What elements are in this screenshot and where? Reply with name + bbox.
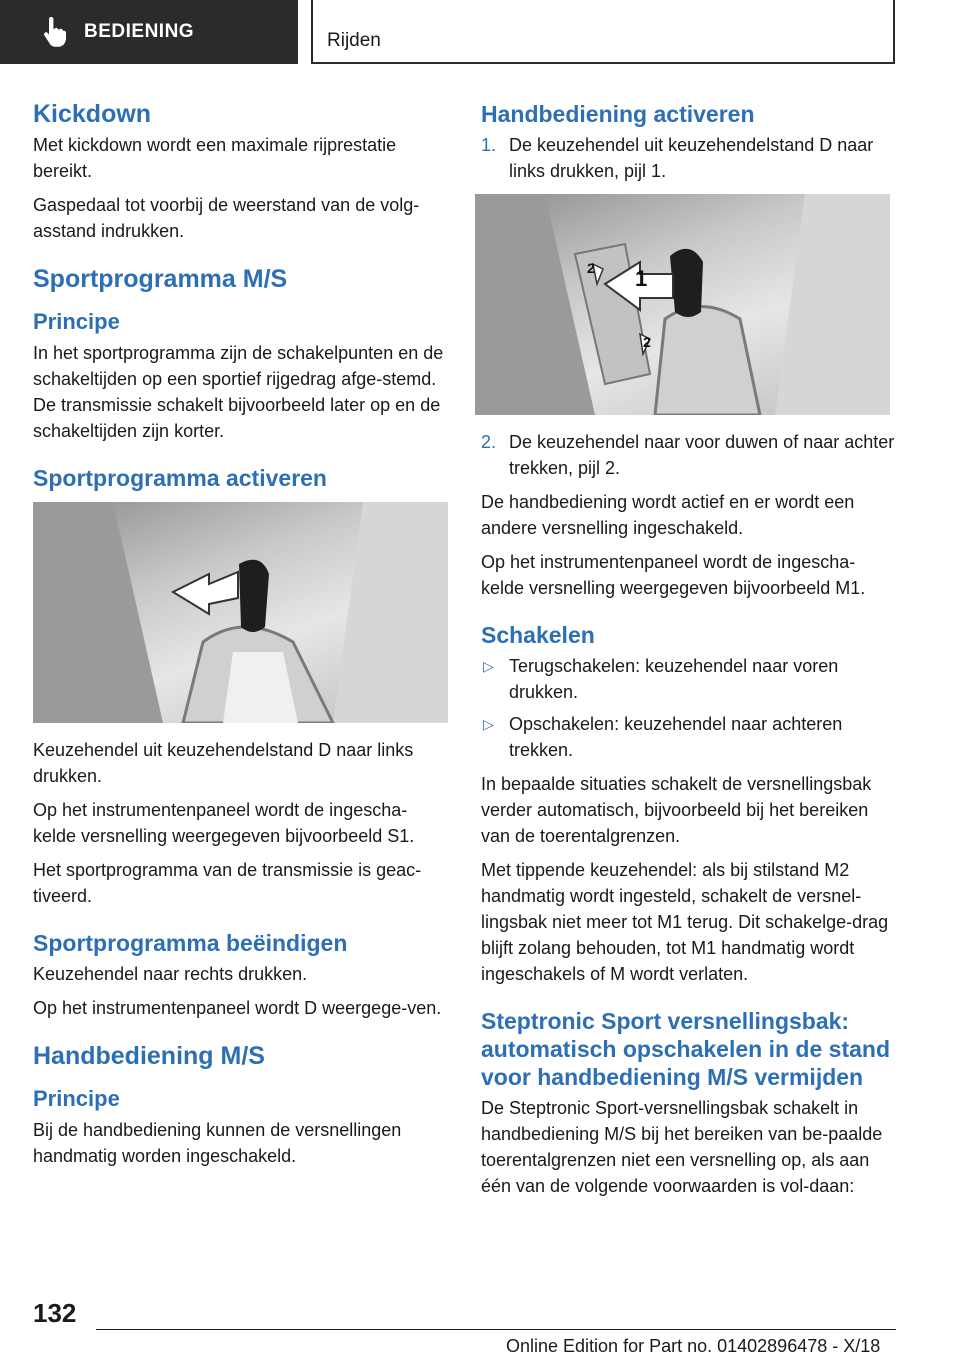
steptronic-paragraph: De Steptronic Sport-versnellingsbak schakelt in handbediening M/S bij het bereiken van be-paalde toerentalgrenzen niet een versnelling op, als aan één van de volgende voorwaarden is vol-daan: [481,1098,883,1196]
heading-steptronic: Steptronic Sport versnellingsbak: automatisch opschakelen in de stand voor handbediening M/S vermijden [481,1008,890,1090]
bullet-item-1 [481,653,897,705]
beeindigen-paragraph-1: Keuzehendel naar rechts drukken. [33,964,308,984]
arrow-2-label-bottom: 2 [643,334,651,350]
footer-divider [96,1329,896,1330]
activeren-paragraph-2: Op het instrumentenpaneel wordt de ingescha-kelde versnelling weergegeven bijvoorbeeld S1. [33,800,415,846]
schakelen-paragraph-1: In bepaalde situaties schakelt de versnellingsbak verder automatisch, bijvoorbeeld bij het bereiken van de toerentalgrenzen. [481,774,872,846]
heading-sportprogramma: Sportprogramma M/S [33,265,288,293]
heading-handbediening: Handbediening M/S [33,1042,265,1070]
heading-kickdown: Kickdown [33,100,152,128]
heading-sportprogramma-activeren: Sportprogramma activeren [33,465,327,491]
triangle-right-icon: ▷ [483,658,494,674]
principe-paragraph: In het sportprogramma zijn de schakelpunten en de schakeltijden op een sportief rijgedrag afge-stemd. De transmissie schakelt bijvoorbeeld later op en de schakeltijden zijn korter. [33,343,444,441]
beeindigen-paragraph-2: Op het instrumentenpaneel wordt D weergege-ven. [33,998,442,1018]
activeren-paragraph-b: Op het instrumentenpaneel wordt de ingescha-kelde versnelling weergegeven bijvoorbeeld M1. [481,552,866,598]
hand-pointer-icon [40,17,66,47]
header-section-label: BEDIENING [84,21,195,42]
step-number-1: 1. [481,135,497,155]
arrow-2-label-top: 2 [587,260,595,276]
gear-selector-left-arrow-illustration [33,502,448,723]
bullet-item-2 [481,711,897,763]
footer-edition-text: Online Edition for Part no. 01402896478 - X/18 [506,1336,881,1356]
schakelen-list [481,653,897,763]
activeren-paragraph-3: Het sportprogramma van de transmissie is geac-tiveerd. [33,860,422,906]
heading-schakelen: Schakelen [481,622,595,648]
header-chapter-box [311,0,895,64]
kickdown-paragraph-2: Gaspedaal tot voorbij de weerstand van de volg-asstand indrukken. [33,195,420,241]
bullet-text-1: Terugschakelen: keuzehendel naar voren drukken. [509,656,839,702]
triangle-right-icon: ▷ [483,716,494,732]
schakelen-paragraph-2: Met tippende keuzehendel: als bij stilstand M2 handmatig wordt ingesteld, schakelt de versnel-lingsbak niet meer tot M1 terug. Dit schakelge-drag blijft zolang behouden, tot M1 handmatig wordt ingeschakels of M wordt verlaten. [481,860,889,984]
kickdown-paragraph-1: Met kickdown wordt een maximale rijprestatie bereikt. [33,135,397,181]
arrow-1-label: 1 [635,266,648,291]
right-column [481,100,897,1207]
heading-hand-principe: Principe [33,1086,120,1111]
step-text-1: De keuzehendel uit keuzehendelstand D naar links drukken, pijl 1. [509,135,874,181]
left-column [33,100,449,1177]
step-text-2: De keuzehendel naar voor duwen of naar achter trekken, pijl 2. [509,432,895,478]
step-item-2 [481,429,897,481]
heading-sportprogramma-beeindigen: Sportprogramma beëindigen [33,930,348,956]
gear-selector-manual-illustration [475,194,890,415]
step-item-1 [481,132,897,184]
heading-handbediening-activeren: Handbediening activeren [481,101,755,127]
heading-principe: Principe [33,309,120,334]
header-section-tab [0,0,298,64]
hand-principe-paragraph: Bij de handbediening kunnen de versnellingen handmatig worden ingeschakeld. [33,1120,402,1166]
bullet-text-2: Opschakelen: keuzehendel naar achteren trekken. [509,714,843,760]
gear-selector-photo-sport [33,502,448,723]
step-number-2: 2. [481,432,497,452]
header-chapter-label: Rijden [327,30,381,51]
activeren-paragraph-a: De handbediening wordt actief en er wordt een andere versnelling ingeschakeld. [481,492,855,538]
steps-list-2 [481,429,897,481]
page-number: 132 [33,1298,77,1328]
gear-selector-photo-manual [475,194,890,415]
activeren-paragraph-1: Keuzehendel uit keuzehendelstand D naar links drukken. [33,740,414,786]
steps-list-1 [481,132,897,184]
